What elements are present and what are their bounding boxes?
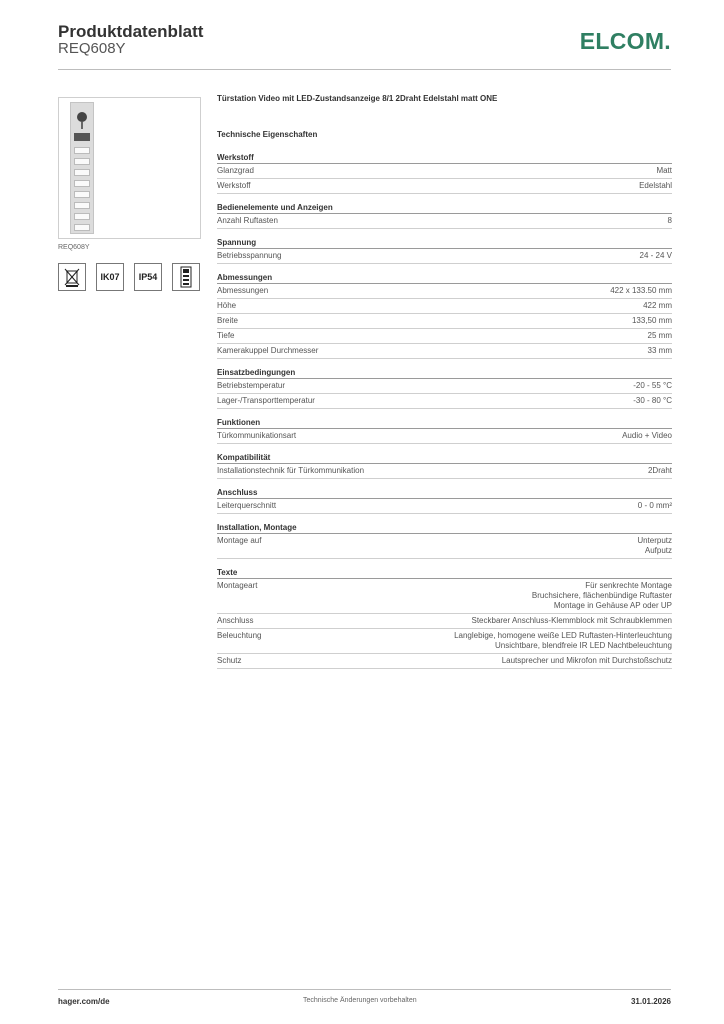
spec-label: Leiterquerschnitt xyxy=(217,501,277,510)
section-title: Anschluss xyxy=(217,488,672,499)
spec-row xyxy=(217,579,672,614)
spec-label: Werkstoff xyxy=(217,181,251,190)
spec-value xyxy=(633,381,672,391)
call-button-icon xyxy=(74,169,90,176)
ik-rating-badge: IK07 xyxy=(96,263,124,291)
spec-value xyxy=(622,431,672,441)
spec-value-line: Langlebige, homogene weiße LED Ruftasten-Hinterleuchtung xyxy=(454,631,672,640)
section-title: Bedienelemente und Anzeigen xyxy=(217,203,672,214)
spec-label: Schutz xyxy=(217,656,242,665)
spec-section xyxy=(217,203,672,229)
spec-value xyxy=(532,581,672,611)
display-icon xyxy=(74,133,90,141)
spec-value xyxy=(639,181,672,191)
spec-label: Abmessungen xyxy=(217,286,269,295)
spec-value xyxy=(648,346,672,356)
call-button-icon xyxy=(74,158,90,165)
spec-row xyxy=(217,249,672,264)
tech-heading: Technische Eigenschaften xyxy=(217,130,318,139)
product-number: REQ608Y xyxy=(58,40,126,57)
spec-section xyxy=(217,238,672,264)
spec-value-line: 25 mm xyxy=(647,331,672,340)
spec-row xyxy=(217,654,672,669)
spec-row xyxy=(217,499,672,514)
spec-value-line: Audio + Video xyxy=(622,431,672,440)
spec-value-line: -30 - 80 °C xyxy=(633,396,672,405)
spec-label: Breite xyxy=(217,316,238,325)
spec-label: Anschluss xyxy=(217,616,254,625)
spec-value-line: 0 - 0 mm² xyxy=(637,501,672,510)
spec-value-line: 8 xyxy=(667,216,672,225)
spec-value xyxy=(502,656,672,666)
spec-row xyxy=(217,329,672,344)
header-divider xyxy=(58,69,671,70)
spec-row xyxy=(217,164,672,179)
product-image xyxy=(58,97,201,239)
call-button-icon xyxy=(74,224,90,231)
spec-value-line: Edelstahl xyxy=(639,181,672,190)
spec-row xyxy=(217,629,672,654)
product-title: Türstation Video mit LED-Zustandsanzeige 8/1 2Draht Edelstahl matt ONE xyxy=(217,94,498,103)
spec-sections xyxy=(217,153,672,669)
spec-value xyxy=(668,216,672,226)
spec-section xyxy=(217,153,672,194)
spec-row xyxy=(217,344,672,359)
section-title: Einsatzbedingungen xyxy=(217,368,672,379)
call-button-icon xyxy=(74,213,90,220)
spec-label: Betriebsspannung xyxy=(217,251,282,260)
spec-row xyxy=(217,534,672,559)
spec-value xyxy=(471,616,672,626)
spec-content xyxy=(217,94,672,678)
spec-value xyxy=(610,286,672,296)
call-button-icon xyxy=(74,202,90,209)
spec-label: Montage auf xyxy=(217,536,262,545)
spec-label: Installationstechnik für Türkommunikation xyxy=(217,466,365,475)
spec-value xyxy=(633,396,672,406)
spec-label: Tiefe xyxy=(217,331,235,340)
spec-value xyxy=(454,631,672,651)
footer-divider xyxy=(58,989,671,990)
spec-section xyxy=(217,453,672,479)
section-title: Werkstoff xyxy=(217,153,672,164)
spec-value-line: 24 - 24 V xyxy=(639,251,672,260)
section-title: Abmessungen xyxy=(217,273,672,284)
spec-value-line: 33 mm xyxy=(647,346,672,355)
spec-row xyxy=(217,314,672,329)
spec-section xyxy=(217,273,672,359)
spec-row xyxy=(217,379,672,394)
spec-value-line: Lautsprecher und Mikrofon mit Durchstoßschutz xyxy=(501,656,672,665)
spec-row xyxy=(217,614,672,629)
spec-row xyxy=(217,299,672,314)
spec-value-line: Aufputz xyxy=(644,546,672,555)
spec-value-line: Steckbarer Anschluss-Klemmblock mit Schraubklemmen xyxy=(471,616,672,625)
call-button-icon xyxy=(74,180,90,187)
spec-section xyxy=(217,418,672,444)
section-title: Spannung xyxy=(217,238,672,249)
image-caption: REQ608Y xyxy=(58,244,90,251)
section-title: Texte xyxy=(217,568,672,579)
spec-row xyxy=(217,464,672,479)
spec-value-line: 2Draht xyxy=(647,466,672,475)
spec-label: Höhe xyxy=(217,301,237,310)
spec-label: Glanzgrad xyxy=(217,166,254,175)
spec-label: Betriebstemperatur xyxy=(217,381,286,390)
spec-label: Anzahl Ruftasten xyxy=(217,216,278,225)
spec-row xyxy=(217,284,672,299)
spec-label: Lager-/Transporttemperatur xyxy=(217,396,315,405)
spec-row xyxy=(217,429,672,444)
spec-section xyxy=(217,568,672,669)
spec-section xyxy=(217,523,672,559)
spec-value-line: Unterputz xyxy=(637,536,672,545)
spec-value xyxy=(656,166,672,176)
camera-icon xyxy=(77,112,87,122)
spec-label: Türkommunikationsart xyxy=(217,431,297,440)
spec-label: Kamerakuppel Durchmesser xyxy=(217,346,319,355)
spec-value-line: Bruchsichere, flächenbündige Ruftaster xyxy=(531,591,672,600)
spec-value-line: 422 mm xyxy=(643,301,672,310)
spec-value xyxy=(638,501,672,511)
spec-value xyxy=(632,316,672,326)
section-title: Funktionen xyxy=(217,418,672,429)
ip-rating-badge: IP54 xyxy=(134,263,162,291)
call-button-icon xyxy=(74,191,90,198)
spec-value-line: 422 x 133.50 mm xyxy=(610,286,672,295)
spec-value-line: -20 - 55 °C xyxy=(633,381,672,390)
spec-value-line: 133,50 mm xyxy=(631,316,672,325)
spec-label: Montageart xyxy=(217,581,258,590)
spec-value xyxy=(648,331,672,341)
spec-row xyxy=(217,179,672,194)
spec-section xyxy=(217,368,672,409)
spec-section xyxy=(217,488,672,514)
brand-logo: ELCOM. xyxy=(579,28,671,54)
spec-value-line: Unsichtbare, blendfreie IR LED Nachtbeleuchtung xyxy=(495,641,672,650)
spec-value-line: Matt xyxy=(656,166,672,175)
spec-value xyxy=(648,466,672,476)
spec-value xyxy=(643,301,672,311)
spec-value xyxy=(640,251,672,261)
section-title: Installation, Montage xyxy=(217,523,672,534)
spec-value-line: Montage in Gehäuse AP oder UP xyxy=(553,601,672,610)
spec-label: Beleuchtung xyxy=(217,631,262,640)
spec-value xyxy=(637,536,672,556)
spec-row xyxy=(217,394,672,409)
footer-website: hager.com/de xyxy=(58,997,110,1006)
page-title: Produktdatenblatt xyxy=(58,22,204,41)
section-title: Kompatibilität xyxy=(217,453,672,464)
spec-value-line: Für senkrechte Montage xyxy=(585,581,672,590)
door-station-plate xyxy=(70,102,94,234)
footer-date: 31.01.2026 xyxy=(630,997,671,1006)
call-button-icon xyxy=(74,147,90,154)
weee-bin-icon xyxy=(58,263,86,291)
footer-disclaimer: Technische Änderungen vorbehalten xyxy=(303,997,417,1004)
device-icon xyxy=(172,263,200,291)
spec-row xyxy=(217,214,672,229)
